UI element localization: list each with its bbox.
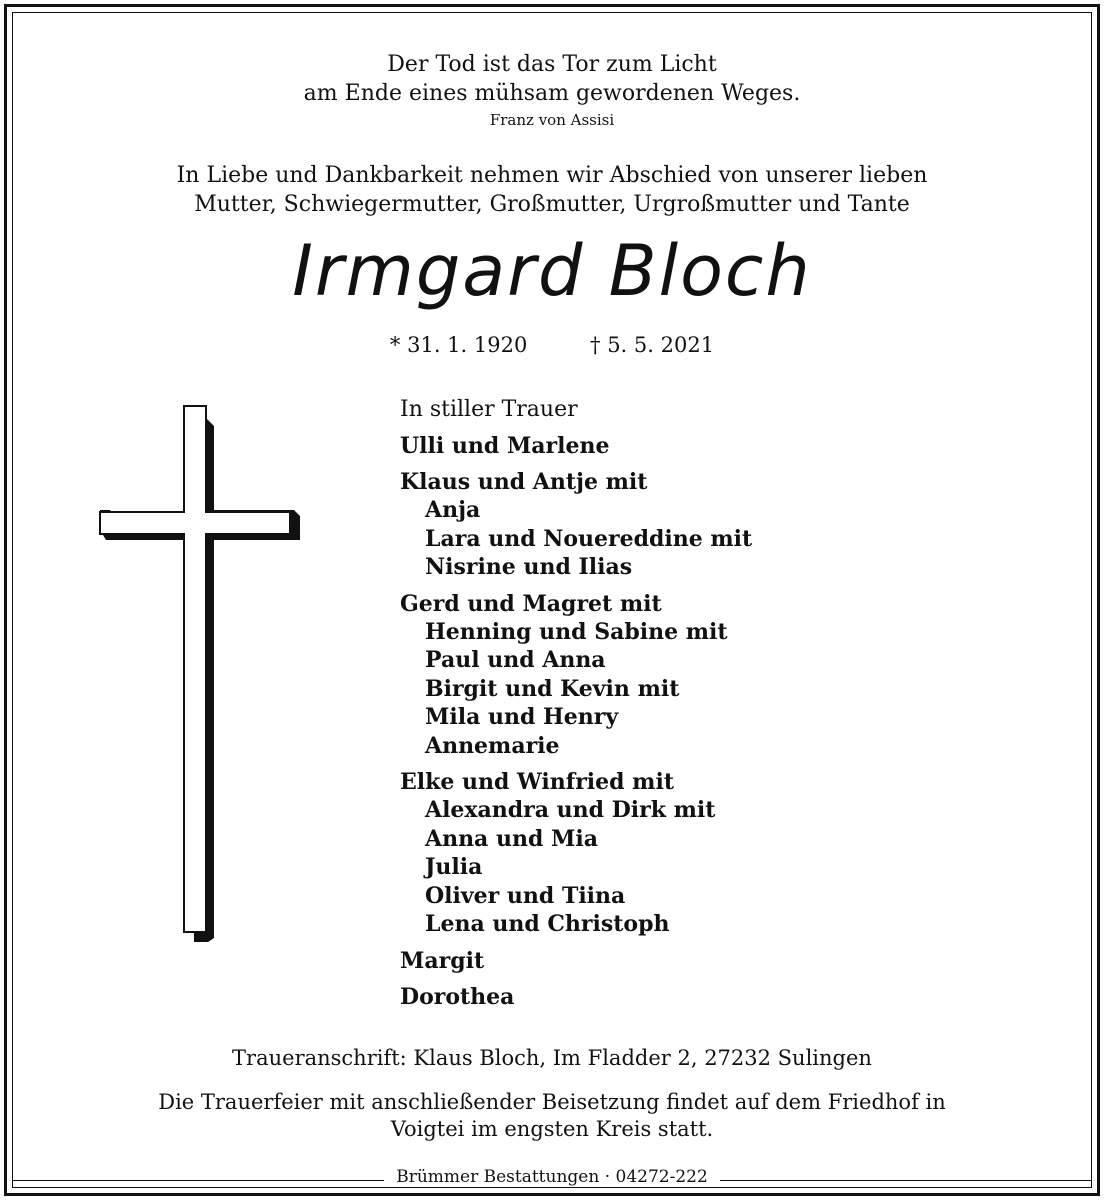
mourners-header: In stiller Trauer bbox=[400, 397, 578, 422]
mourner-group-main: Gerd und Magret mit bbox=[400, 590, 662, 617]
intro-line-2: Mutter, Schwiegermutter, Großmutter, Urgroßmutter und Tante bbox=[194, 192, 910, 217]
mourner-member: Henning und Sabine mit bbox=[425, 618, 728, 645]
mourner-group-main: Margit bbox=[400, 947, 485, 974]
mourners-list bbox=[400, 396, 960, 1019]
mourner-group bbox=[400, 947, 960, 975]
mourner-member: Annemarie bbox=[425, 732, 560, 759]
quote-line-1: Der Tod ist das Tor zum Licht bbox=[387, 52, 717, 77]
mourner-group bbox=[400, 468, 960, 582]
death-date: † 5. 5. 2021 bbox=[590, 333, 715, 357]
cross-icon bbox=[98, 404, 302, 942]
mourner-group-main: Elke und Winfried mit bbox=[400, 769, 674, 795]
mourner-group bbox=[400, 768, 960, 939]
mourner-group bbox=[400, 590, 960, 761]
mourner-member: Lara und Nouereddine mit bbox=[425, 525, 753, 552]
mourner-group bbox=[400, 983, 960, 1011]
mourner-member: Alexandra und Dirk mit bbox=[425, 797, 716, 823]
mourner-member: Birgit und Kevin mit bbox=[425, 675, 680, 702]
quote bbox=[0, 50, 1104, 108]
quote-author: Franz von Assisi bbox=[489, 111, 615, 129]
intro-text bbox=[0, 161, 1104, 219]
mourner-member: Paul und Anna bbox=[425, 647, 606, 673]
ceremony-notice bbox=[0, 1089, 1104, 1143]
ceremony-line-2: Voigtei im engsten Kreis statt. bbox=[390, 1117, 714, 1141]
ceremony-line-1: Die Trauerfeier mit anschließender Beisetzung findet auf dem Friedhof in bbox=[158, 1090, 946, 1114]
mourner-member: Julia bbox=[425, 854, 483, 880]
mourner-member: Nisrine und Ilias bbox=[425, 554, 633, 580]
mourner-groups bbox=[400, 432, 960, 1011]
mourner-group-main: Dorothea bbox=[400, 983, 515, 1010]
footer bbox=[0, 1167, 1104, 1187]
life-dates bbox=[0, 333, 1104, 357]
mourner-group bbox=[400, 432, 960, 460]
mourner-group-main: Klaus und Antje mit bbox=[400, 469, 648, 495]
mourner-member: Oliver und Tiina bbox=[425, 882, 626, 909]
birth-date: * 31. 1. 1920 bbox=[389, 333, 528, 357]
deceased-name: Irmgard Bloch bbox=[292, 230, 812, 312]
mourner-member: Anja bbox=[425, 497, 481, 523]
mourner-member: Mila und Henry bbox=[425, 704, 619, 730]
funeral-home-credit: Brümmer Bestattungen · 04272-222 bbox=[384, 1167, 720, 1187]
mourner-member: Lena und Christoph bbox=[425, 911, 670, 937]
condolence-address: Traueranschrift: Klaus Bloch, Im Fladder 2, 27232 Sulingen bbox=[232, 1046, 872, 1070]
quote-line-2: am Ende eines mühsam gewordenen Weges. bbox=[303, 81, 801, 106]
mourner-group-main: Ulli und Marlene bbox=[400, 433, 610, 459]
intro-line-1: In Liebe und Dankbarkeit nehmen wir Abschied von unserer lieben bbox=[176, 163, 928, 188]
mourner-member: Anna und Mia bbox=[425, 825, 598, 852]
